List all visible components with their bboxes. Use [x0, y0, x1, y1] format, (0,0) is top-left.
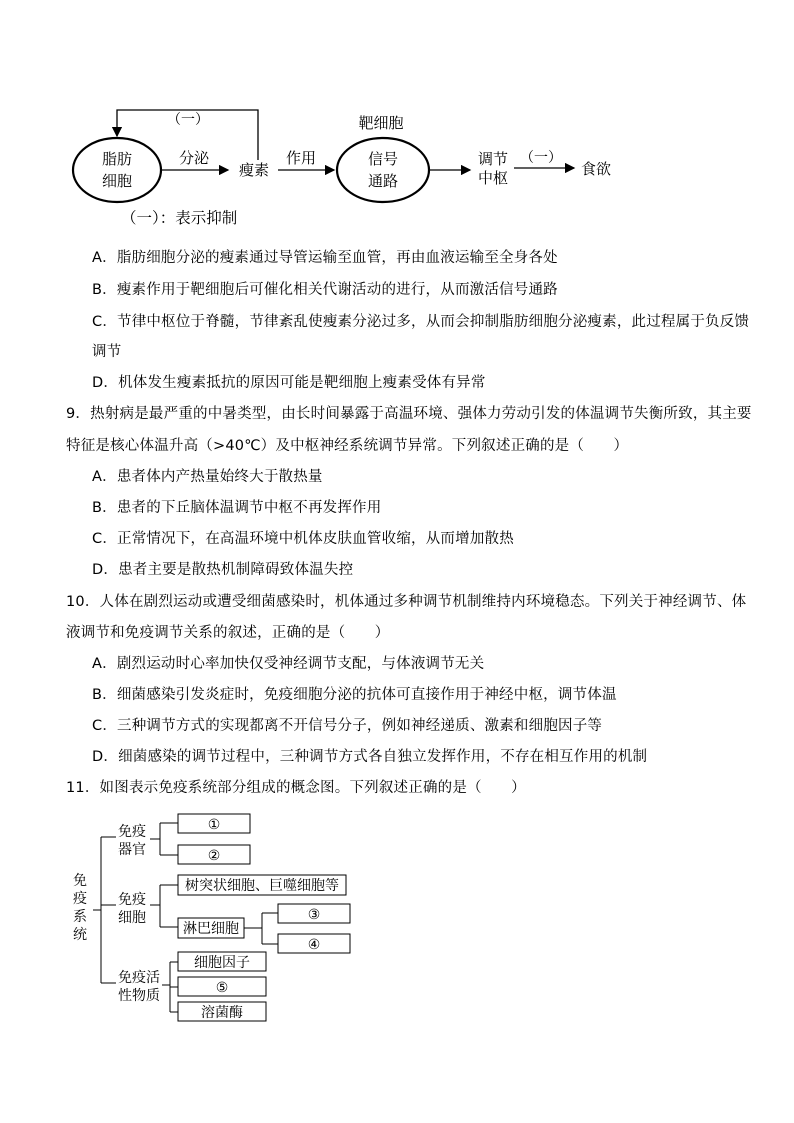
immune-concept-diagram [0, 805, 794, 1035]
active-label-2: 性物质 [118, 988, 160, 1004]
q11-stem: 11．如图表示免疫系统部分组成的概念图。下列叙述正确的是（ ） [66, 780, 526, 796]
appetite-inhibit-mark: （一） [520, 150, 562, 166]
q8-option-a: A．脂肪细胞分泌的瘦素通过导管运输至血管，再由血液运输至全身各处 [92, 250, 558, 266]
act-label: 作用 [285, 149, 317, 167]
q10-option-c: C．三种调节方式的实现都离不开信号分子，例如神经递质、激素和细胞因子等 [92, 718, 603, 734]
cell-label-1: 免疫 [118, 892, 146, 908]
lymph-bracket [244, 913, 278, 944]
signal-label-2: 通路 [367, 172, 399, 190]
cell-bracket [150, 885, 178, 927]
q8-option-c: C．节律中枢位于脊髓，节律紊乱使瘦素分泌过多，从而会抑制脂肪细胞分泌瘦素，此过程属于负反馈 [92, 314, 750, 330]
box-2-label: ② [207, 848, 221, 864]
q9-option-b: B．患者的下丘脑体温调节中枢不再发挥作用 [92, 500, 382, 516]
organ-label-1: 免疫 [118, 824, 146, 840]
organ-bracket [150, 823, 178, 855]
dendritic-label: 树突状细胞、巨噬细胞等 [185, 878, 339, 894]
q8-option-c-cont: 调节 [92, 344, 122, 360]
lymph-label: 淋巴细胞 [183, 921, 239, 937]
center-label: 中枢 [477, 169, 509, 187]
q10-stem-cont: 液调节和免疫调节关系的叙述，正确的是（ ） [66, 625, 390, 641]
feedback-inhibit-mark: （一） [167, 112, 209, 128]
leptin-label: 瘦素 [238, 161, 270, 179]
q9-option-d: D．患者主要是散热机制障碍致体温失控 [92, 562, 354, 578]
organ-label-2: 器官 [118, 842, 146, 858]
secrete-label: 分泌 [178, 149, 210, 167]
box-4-label: ④ [307, 937, 321, 953]
q9-stem: 9．热射病是最严重的中暑类型，由长时间暴露于高温环境、强体力劳动引发的体温调节失衡所致，其主要 [66, 406, 752, 422]
q10-stem: 10．人体在剧烈运动或遭受细菌感染时，机体通过多种调节机制维持内环境稳态。下列关于神经调节、体 [66, 594, 747, 610]
adipocyte-label-2: 细胞 [101, 172, 133, 190]
root-char-3: 系 [73, 909, 87, 925]
leptin-diagram [0, 0, 794, 240]
q8-option-b: B．瘦素作用于靶细胞后可催化相关代谢活动的进行，从而激活信号通路 [92, 282, 558, 298]
active-label-1: 免疫活 [118, 970, 160, 986]
adipocyte-label-1: 脂肪 [101, 150, 133, 168]
root-char-2: 疫 [73, 891, 87, 907]
box-1-label: ① [207, 817, 221, 833]
q9-stem-cont: 特征是核心体温升高（>40℃）及中枢神经系统调节异常。下列叙述正确的是（ ） [66, 438, 629, 454]
box-3-label: ③ [307, 907, 321, 923]
lysozyme-label: 溶菌酶 [201, 1005, 243, 1021]
root-char-4: 统 [73, 927, 87, 943]
q9-option-c: C．正常情况下，在高温环境中机体皮肤血管收缩，从而增加散热 [92, 531, 514, 547]
signal-pathway-node [337, 138, 429, 202]
q9-option-a: A．患者体内产热量始终大于散热量 [92, 469, 323, 485]
adipocyte-node [73, 138, 161, 202]
q10-option-d: D．细菌感染的调节过程中，三种调节方式各自独立发挥作用，不存在相互作用的机制 [92, 749, 648, 765]
q10-option-b: B．细菌感染引发炎症时，免疫细胞分泌的抗体可直接作用于神经中枢，调节体温 [92, 687, 617, 703]
cell-label-2: 细胞 [118, 910, 146, 926]
cytokine-label: 细胞因子 [194, 955, 250, 971]
root-bracket [93, 837, 116, 983]
box-5-label: ⑤ [215, 980, 229, 996]
q8-option-d: D．机体发生瘦素抵抗的原因可能是靶细胞上瘦素受体有异常 [92, 375, 486, 391]
appetite-label: 食欲 [580, 160, 612, 178]
diagram-legend: （一）：表示抑制 [121, 209, 238, 227]
q10-option-a: A．剧烈运动时心率加快仅受神经调节支配，与体液调节无关 [92, 656, 485, 672]
active-bracket [162, 962, 178, 1012]
signal-label-1: 信号 [367, 150, 399, 168]
root-char-1: 免 [73, 873, 87, 889]
regulate-label: 调节 [477, 150, 509, 168]
target-cell-label: 靶细胞 [358, 114, 404, 132]
